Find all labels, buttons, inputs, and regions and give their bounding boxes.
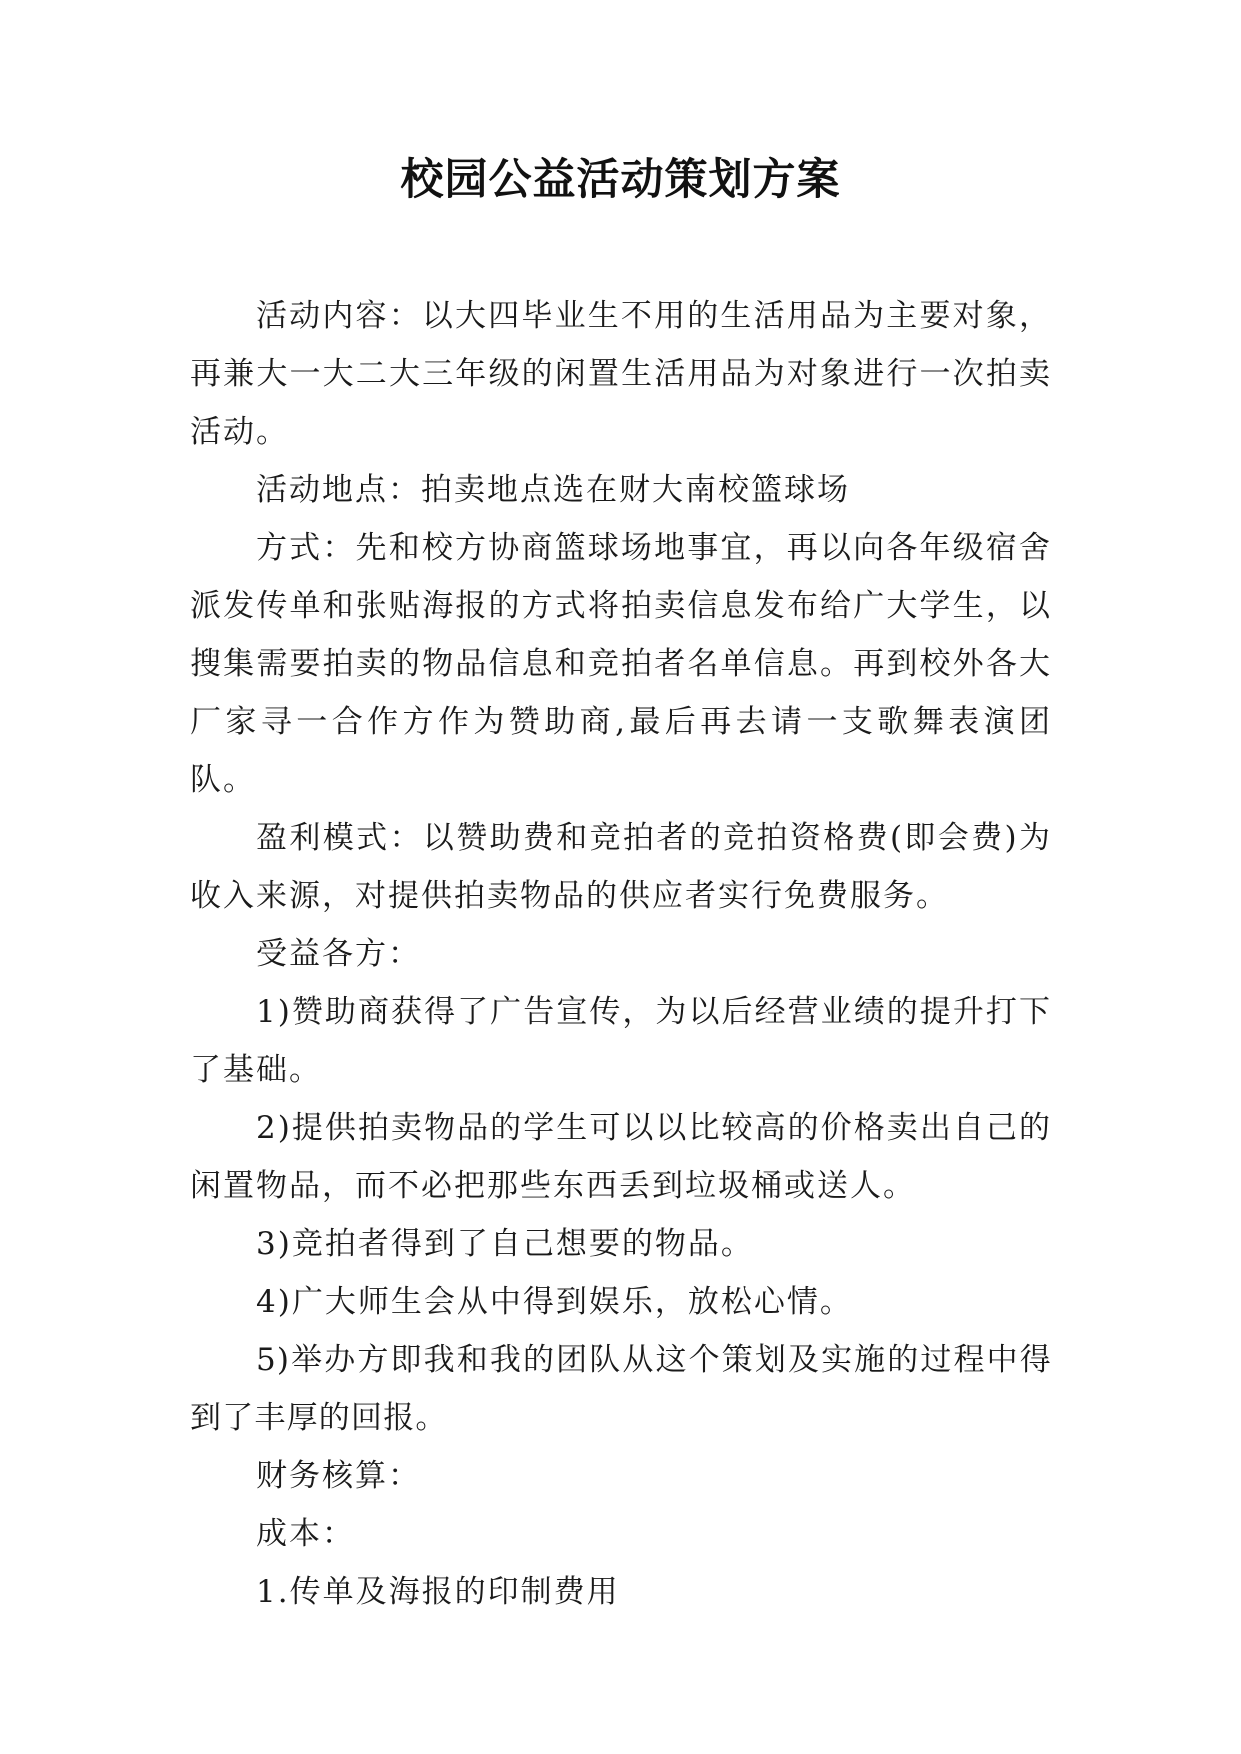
paragraph-cost-item-1: 1.传单及海报的印制费用 — [256, 1574, 620, 1610]
paragraph-benefit-1: 1)赞助商获得了广告宣传，为以后经营业绩的提升打下了基础。 — [190, 994, 1052, 1088]
document-body — [190, 287, 1052, 1621]
paragraph-activity-location: 活动地点：拍卖地点选在财大南校篮球场 — [256, 472, 850, 508]
document-title: 校园公益活动策划方案 — [400, 155, 841, 205]
paragraph-benefit-2: 2)提供拍卖物品的学生可以以比较高的价格卖出自己的闲置物品，而不必把那些东西丢到垃圾桶或送人。 — [190, 1110, 1052, 1204]
paragraph-activity-content: 活动内容：以大四毕业生不用的生活用品为主要对象，再兼大一大二大三年级的闲置生活用品为对象进行一次拍卖活动。 — [190, 298, 1052, 450]
paragraph-benefit-5: 5)举办方即我和我的团队从这个策划及实施的过程中得到了丰厚的回报。 — [190, 1342, 1052, 1436]
paragraph-finance-heading: 财务核算： — [256, 1458, 421, 1494]
paragraph-beneficiaries-heading: 受益各方： — [256, 936, 421, 972]
paragraph-method: 方式：先和校方协商篮球场地事宜，再以向各年级宿舍派发传单和张贴海报的方式将拍卖信息发布给广大学生，以搜集需要拍卖的物品信息和竞拍者名单信息。再到校外各大厂家寻一合作方作为赞助商,最后再去请一支歌舞表演团队。 — [190, 530, 1052, 798]
paragraph-cost-heading: 成本： — [256, 1516, 355, 1552]
paragraph-benefit-4: 4)广大师生会从中得到娱乐，放松心情。 — [256, 1284, 853, 1320]
paragraph-profit-model: 盈利模式：以赞助费和竞拍者的竞拍资格费(即会费)为收入来源，对提供拍卖物品的供应者实行免费服务。 — [190, 820, 1052, 914]
paragraph-benefit-3: 3)竞拍者得到了自己想要的物品。 — [256, 1226, 754, 1262]
